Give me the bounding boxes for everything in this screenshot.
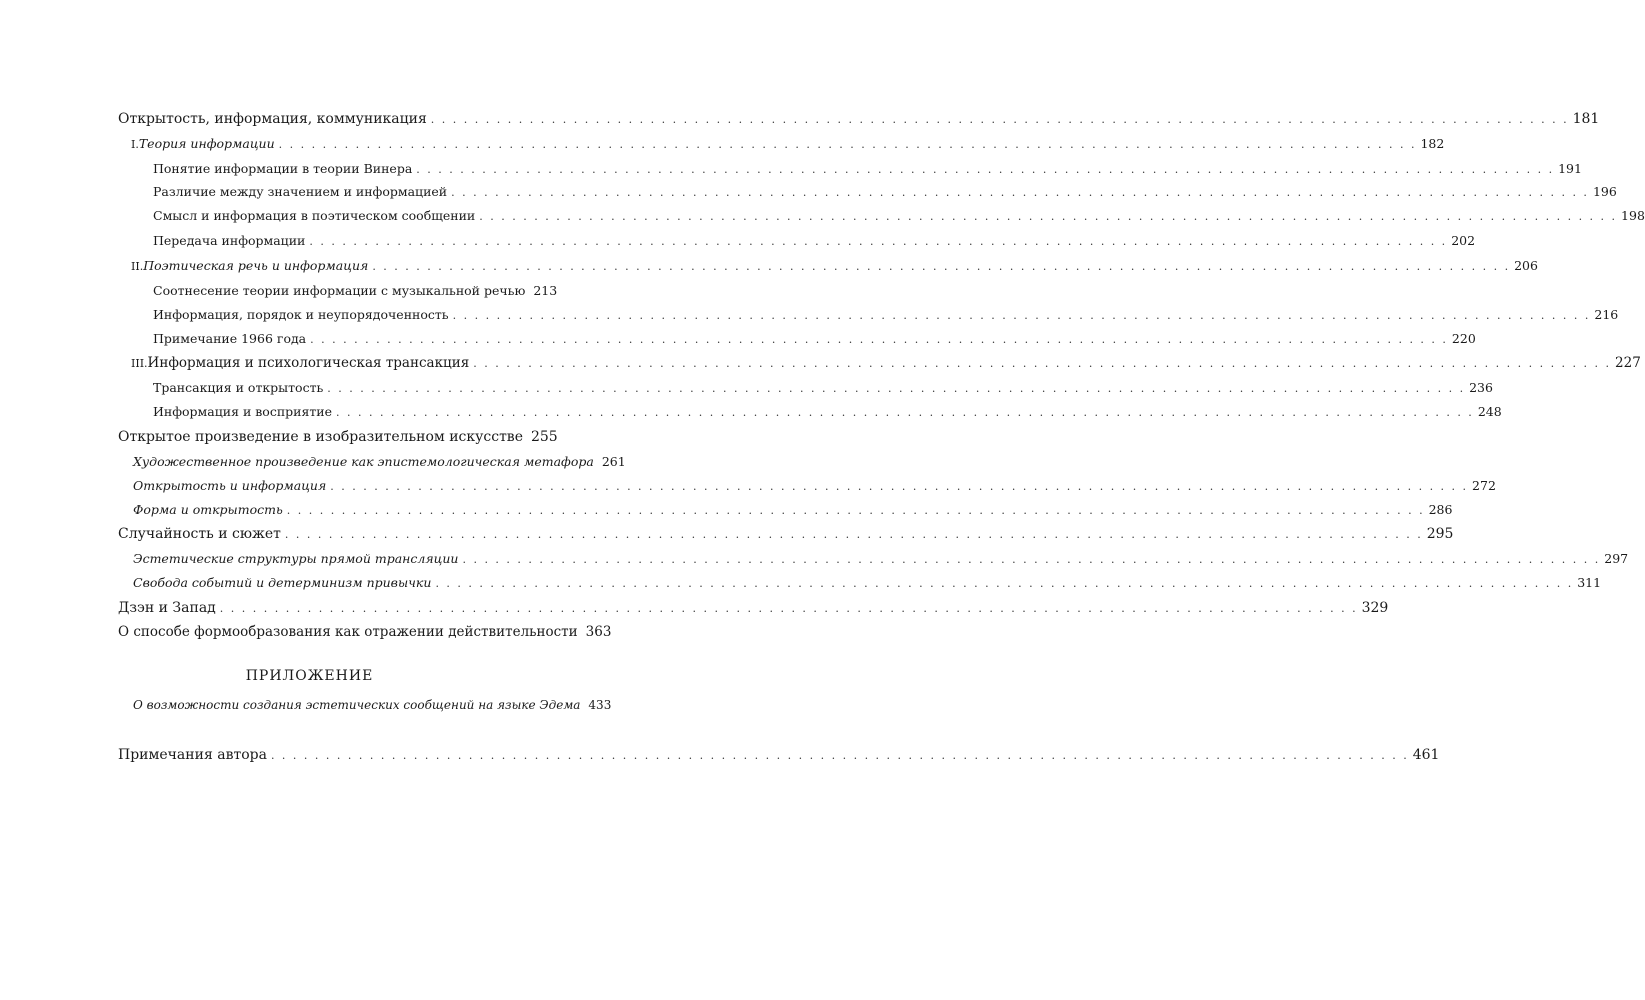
toc-entry xyxy=(133,478,1496,493)
toc-entry-page: 213 xyxy=(533,283,558,298)
toc-entry xyxy=(118,624,612,640)
toc-leader-dots xyxy=(462,553,1600,566)
toc-entry-title: Передача информации xyxy=(153,233,306,248)
toc-entry xyxy=(133,551,1629,566)
toc-leader-dots xyxy=(309,235,1447,248)
toc-entry-page: 433 xyxy=(588,698,612,712)
toc-leader-dots xyxy=(431,113,1569,126)
toc-entry xyxy=(153,307,1619,322)
toc-entry-notes xyxy=(118,747,1440,764)
toc-entry-page: 261 xyxy=(601,454,626,469)
toc-entry-title: Примечания автора xyxy=(118,747,267,763)
toc-leader-dots xyxy=(453,309,1591,322)
toc-entry-title: Дзэн и Запад xyxy=(118,600,216,616)
toc-entry-appendix xyxy=(133,698,612,712)
toc-entry xyxy=(133,502,1453,517)
toc-leader-dots xyxy=(271,749,1409,762)
toc-leader-dots xyxy=(416,163,1554,176)
toc-entry-title: Открытость, информация, коммуникация xyxy=(118,111,427,127)
toc-entry xyxy=(131,136,1445,151)
toc-entry-page: 363 xyxy=(585,624,612,640)
toc-entry-page: 182 xyxy=(1420,136,1445,151)
toc-leader-dots xyxy=(330,480,1468,493)
toc-entry-page: 216 xyxy=(1594,307,1619,322)
toc-entry xyxy=(153,161,1582,176)
toc-entry-title: Соотнесение теории информации с музыкальной речью xyxy=(153,283,526,298)
toc-section-number: III. xyxy=(131,357,148,370)
toc-section-number: II. xyxy=(131,260,144,273)
toc-entry xyxy=(153,208,1645,223)
toc-entry-title: Случайность и сюжет xyxy=(118,526,281,542)
toc-entry-page: 191 xyxy=(1558,161,1582,176)
toc-entry-page: 236 xyxy=(1469,380,1493,395)
toc-entry-page: 202 xyxy=(1451,233,1476,248)
toc-entry xyxy=(118,526,1454,543)
toc-entry-title: Смысл и информация в поэтическом сообщении xyxy=(153,208,476,223)
toc-entry-title: О способе формообразования как отражении действительности xyxy=(118,624,578,640)
toc-leader-dots xyxy=(372,260,1510,273)
toc-leader-dots xyxy=(279,138,1417,151)
toc-entry-page: 461 xyxy=(1412,747,1440,763)
toc-entry-title: Понятие информации в теории Винера xyxy=(153,161,413,176)
toc-entry-page: 286 xyxy=(1428,502,1453,517)
toc-leader-dots xyxy=(285,528,1423,541)
toc-entry-title: Открытость и информация xyxy=(133,478,327,493)
toc-entry xyxy=(153,331,1476,346)
toc-entry xyxy=(133,454,626,469)
toc-entry-page: 206 xyxy=(1514,258,1538,273)
toc-entry-title: Форма и открытость xyxy=(133,502,283,517)
toc-leader-dots xyxy=(435,577,1573,590)
toc-entry-page: 311 xyxy=(1577,575,1602,590)
toc-leader-dots xyxy=(451,186,1589,199)
appendix-heading: ПРИЛОЖЕНИЕ xyxy=(245,668,374,684)
toc-leader-dots xyxy=(220,602,1358,615)
toc-section-number: I. xyxy=(131,138,139,151)
toc-entry-title: Информация и восприятие xyxy=(153,404,333,419)
toc-entry xyxy=(153,233,1476,248)
toc-entry xyxy=(118,111,1600,128)
toc-entry-title: Свобода событий и детерминизм привычки xyxy=(133,575,432,590)
toc-entry-title: Эстетические структуры прямой трансляции xyxy=(133,551,459,566)
toc-entry-page: 329 xyxy=(1361,600,1389,616)
toc-entry-title: Художественное произведение как эпистемологическая метафора xyxy=(133,454,594,469)
toc-entry-title: Трансакция и открытость xyxy=(153,380,324,395)
toc-entry-title: Примечание 1966 года xyxy=(153,331,307,346)
toc-leader-dots xyxy=(479,210,1617,223)
toc-entry-title: Различие между значением и информацией xyxy=(153,184,448,199)
toc-entry xyxy=(153,184,1617,199)
toc-leader-dots xyxy=(473,357,1611,370)
toc-entry-title: Теория информации xyxy=(138,136,275,151)
toc-entry-page: 227 xyxy=(1615,355,1641,371)
toc-entry xyxy=(118,429,558,446)
toc-entry-page: 297 xyxy=(1604,551,1629,566)
toc-entry xyxy=(131,355,1641,371)
toc-entry-page: 272 xyxy=(1472,478,1496,493)
toc-entry xyxy=(118,600,1389,617)
toc-entry-page: 198 xyxy=(1621,208,1645,223)
toc-leader-dots xyxy=(327,382,1465,395)
toc-entry-title: Поэтическая речь и информация xyxy=(143,258,369,273)
toc-entry-page: 181 xyxy=(1572,111,1600,127)
toc-entry-title: Открытое произведение в изобразительном искусстве xyxy=(118,429,523,445)
toc-entry-page: 255 xyxy=(530,429,558,445)
toc-leader-dots xyxy=(287,504,1425,517)
toc-entry-title: О возможности создания эстетических сообщений на языке Эдема xyxy=(133,698,581,712)
toc-entry xyxy=(153,404,1502,419)
toc-entry-page: 196 xyxy=(1592,184,1617,199)
toc-entry xyxy=(153,380,1493,395)
toc-entry xyxy=(153,283,558,298)
toc-entry-page: 220 xyxy=(1451,331,1476,346)
toc-entry-page: 248 xyxy=(1477,404,1502,419)
toc-entry xyxy=(133,575,1602,590)
toc-entry xyxy=(131,258,1538,273)
toc-leader-dots xyxy=(336,406,1474,419)
toc-entry-page: 295 xyxy=(1426,526,1454,542)
toc-entry-title: Информация, порядок и неупорядоченность xyxy=(153,307,449,322)
toc-entry-title: Информация и психологическая трансакция xyxy=(147,355,470,371)
toc-leader-dots xyxy=(310,333,1448,346)
